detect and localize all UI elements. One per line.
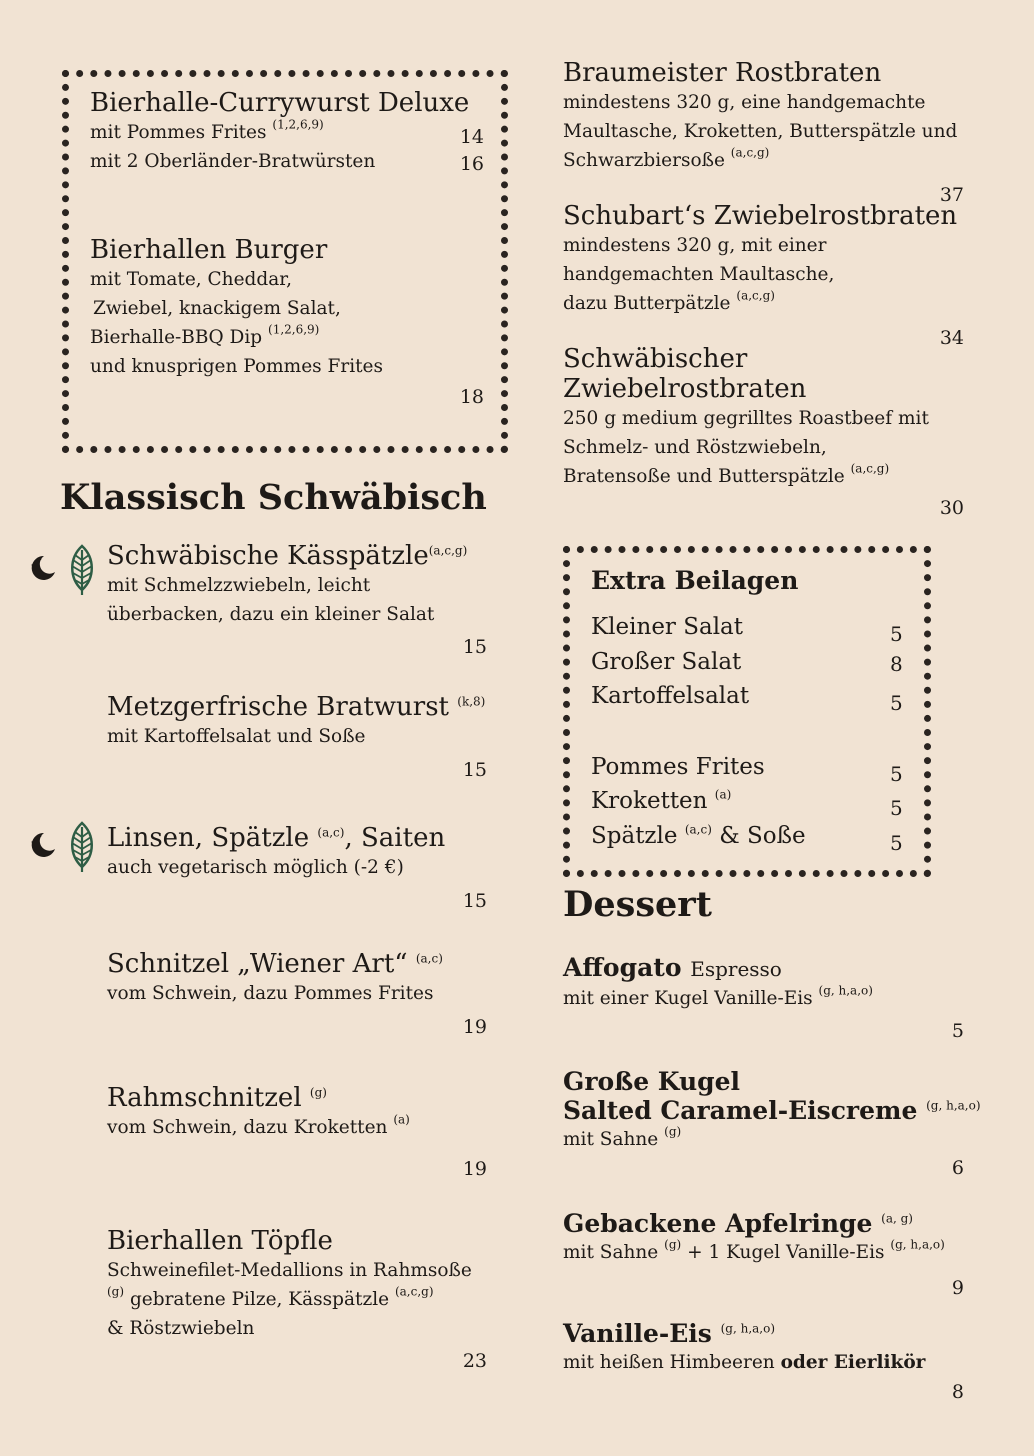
braumeister-price: 37 <box>939 184 964 206</box>
affogato-price: 5 <box>951 1020 964 1042</box>
vanille-eis-item <box>563 1319 925 1377</box>
vanille-eis-title: Vanille-Eis $^{(g, h,a,o)}$ <box>563 1319 776 1348</box>
rahmschnitzel-item <box>107 1083 410 1142</box>
currywurst-title: Bierhalle-Currywurst Deluxe <box>90 88 470 118</box>
beilage-row: Kleiner Salat <box>591 614 744 640</box>
burger-title: Bierhallen Burger <box>90 235 328 265</box>
burger-price: 18 <box>459 386 484 408</box>
schnitzel-title: Schnitzel „Wiener Art“ $^{(a,c)}$ <box>107 949 443 979</box>
burger-line4: und knusprigen Pommes Frites <box>90 356 383 377</box>
vanille-eis-price: 8 <box>951 1381 964 1403</box>
moon-stars-icon <box>26 552 58 584</box>
bratwurst-line1: mit Kartoffelsalat und Soße <box>107 726 366 747</box>
beilagen-heading: Extra Beilagen <box>591 566 799 595</box>
leaf-icon <box>67 544 97 596</box>
kaesspaetzle-title: Schwäbische Kässpätzle$^{(a,c,g)}$ <box>107 541 468 571</box>
toepfle-title: Bierhallen Töpfle <box>107 1226 333 1256</box>
beilage-price: 5 <box>890 622 903 646</box>
apfelringe-item <box>563 1209 945 1267</box>
braumeister-item <box>563 58 957 175</box>
beilage-price: 8 <box>890 652 903 676</box>
schubart-item <box>563 201 957 318</box>
kaesspaetzle-line2: überbacken, dazu ein kleiner Salat <box>107 604 435 625</box>
schubart-line2: handgemachten Maultasche, <box>563 264 835 285</box>
currywurst-price2: 16 <box>459 153 484 175</box>
salted-caramel-item <box>563 1067 981 1154</box>
schwaebischer-price: 30 <box>939 497 964 519</box>
beilage-price: 5 <box>890 831 903 855</box>
salted-caramel-title2: Salted Caramel-Eiscreme $^{(g, h,a,o)}$ <box>563 1096 981 1125</box>
currywurst-price1: 14 <box>459 126 484 148</box>
bratwurst-price: 15 <box>462 759 487 781</box>
toepfle-item <box>107 1226 472 1343</box>
beilage-price: 5 <box>890 762 903 786</box>
burger-line2: Zwiebel, knackigem Salat, <box>93 298 341 319</box>
rahmschnitzel-title: Rahmschnitzel $^{(g)}$ <box>107 1083 327 1113</box>
schwaebischer-title2: Zwiebelrostbraten <box>563 374 807 404</box>
burger-line1: mit Tomate, Cheddar, <box>90 269 292 290</box>
schubart-title: Schubart‘s Zwiebelrostbraten <box>563 201 958 231</box>
schnitzel-item <box>107 949 443 1008</box>
kaesspaetzle-item <box>107 541 467 629</box>
dessert-heading: Dessert <box>563 884 712 925</box>
apfelringe-title: Gebackene Apfelringe $^{(a, g)}$ <box>563 1209 913 1238</box>
toepfle-line3: & Röstzwiebeln <box>107 1318 255 1339</box>
burger-item <box>90 235 383 381</box>
beilage-row: Kartoffelsalat <box>591 683 750 709</box>
kaesspaetzle-price: 15 <box>462 636 487 658</box>
moon-stars-icon <box>26 829 58 861</box>
salted-caramel-price: 6 <box>951 1157 964 1179</box>
vanille-eis-line1: mit heißen Himbeeren oder Eierlikör <box>563 1352 926 1373</box>
klassisch-heading: Klassisch Schwäbisch <box>60 477 487 518</box>
apfelringe-price: 9 <box>951 1277 964 1299</box>
schwaebischer-title: Schwäbischer <box>563 344 748 374</box>
schubart-line1: mindestens 320 g, mit einer <box>563 235 827 256</box>
schnitzel-price: 19 <box>462 1016 487 1038</box>
bratwurst-title: Metzgerfrische Bratwurst $^{(k,8)}$ <box>107 692 486 722</box>
toepfle-line1: Schweinefilet-Medallions in Rahmsoße <box>107 1260 472 1281</box>
kaesspaetzle-line1: mit Schmelzzwiebeln, leicht <box>107 575 371 596</box>
bratwurst-item <box>107 692 485 751</box>
leaf-icon <box>67 821 97 873</box>
burger-line3: Bierhalle-BBQ Dip $^{(1,2,6,9)}$ <box>90 322 320 348</box>
linsen-price: 15 <box>462 890 487 912</box>
schwaebischer-line1: 250 g medium gegrilltes Roastbeef mit <box>563 408 929 429</box>
apfelringe-line1: mit Sahne $^{(g)}$ + 1 Kugel Vanille-Eis $^{(g, h,a,o)}$ <box>563 1237 945 1263</box>
braumeister-line3: Schwarzbiersoße $^{(a,c,g)}$ <box>563 145 770 171</box>
linsen-line1: auch vegetarisch möglich (-2 €) <box>107 857 404 878</box>
braumeister-line1: mindestens 320 g, eine handgemachte <box>563 92 926 113</box>
beilage-row: Pommes Frites <box>591 754 765 780</box>
schnitzel-line1: vom Schwein, dazu Pommes Frites <box>107 983 434 1004</box>
beilage-row: Großer Salat <box>591 649 742 675</box>
beilage-row: Kroketten $^{(a)}$ <box>591 787 732 814</box>
schubart-line3: dazu Butterpätzle $^{(a,c,g)}$ <box>563 288 775 314</box>
schwaebischer-line3: Bratensoße und Butterspätzle $^{(a,c,g)}$ <box>563 461 890 487</box>
rahmschnitzel-price: 19 <box>462 1158 487 1180</box>
braumeister-title: Braumeister Rostbraten <box>563 58 882 88</box>
affogato-title: Affogato Espresso <box>563 953 782 982</box>
beilage-price: 5 <box>890 796 903 820</box>
affogato-item <box>563 953 873 1013</box>
currywurst-line1: mit Pommes Frites $^{(1,2,6,9)}$ <box>90 117 324 143</box>
currywurst-line2: mit 2 Oberländer-Bratwürsten <box>90 151 376 172</box>
linsen-title: Linsen, Spätzle $^{(a,c)}$, Saiten <box>107 823 446 853</box>
toepfle-line2: $^{(g)}$ gebratene Pilze, Kässpätzle $^{(a,c,g)}$ <box>107 1284 434 1310</box>
beilage-price: 5 <box>890 691 903 715</box>
salted-caramel-title: Große Kugel <box>563 1067 741 1096</box>
salted-caramel-line1: mit Sahne $^{(g)}$ <box>563 1124 682 1150</box>
rahmschnitzel-line1: vom Schwein, dazu Kroketten $^{(a)}$ <box>107 1112 410 1138</box>
braumeister-line2: Maultasche, Kroketten, Butterspätzle und <box>563 121 958 142</box>
schubart-price: 34 <box>939 327 964 349</box>
currywurst-item <box>90 88 469 176</box>
schwaebischer-line2: Schmelz- und Röstzwiebeln, <box>563 437 827 458</box>
beilage-row: Spätzle $^{(a,c)}$ & Soße <box>591 822 806 849</box>
linsen-item <box>107 823 445 882</box>
toepfle-price: 23 <box>462 1350 487 1372</box>
schwaebischer-item <box>563 344 929 491</box>
affogato-line1: mit einer Kugel Vanille-Eis $^{(g, h,a,o)}$ <box>563 983 873 1009</box>
